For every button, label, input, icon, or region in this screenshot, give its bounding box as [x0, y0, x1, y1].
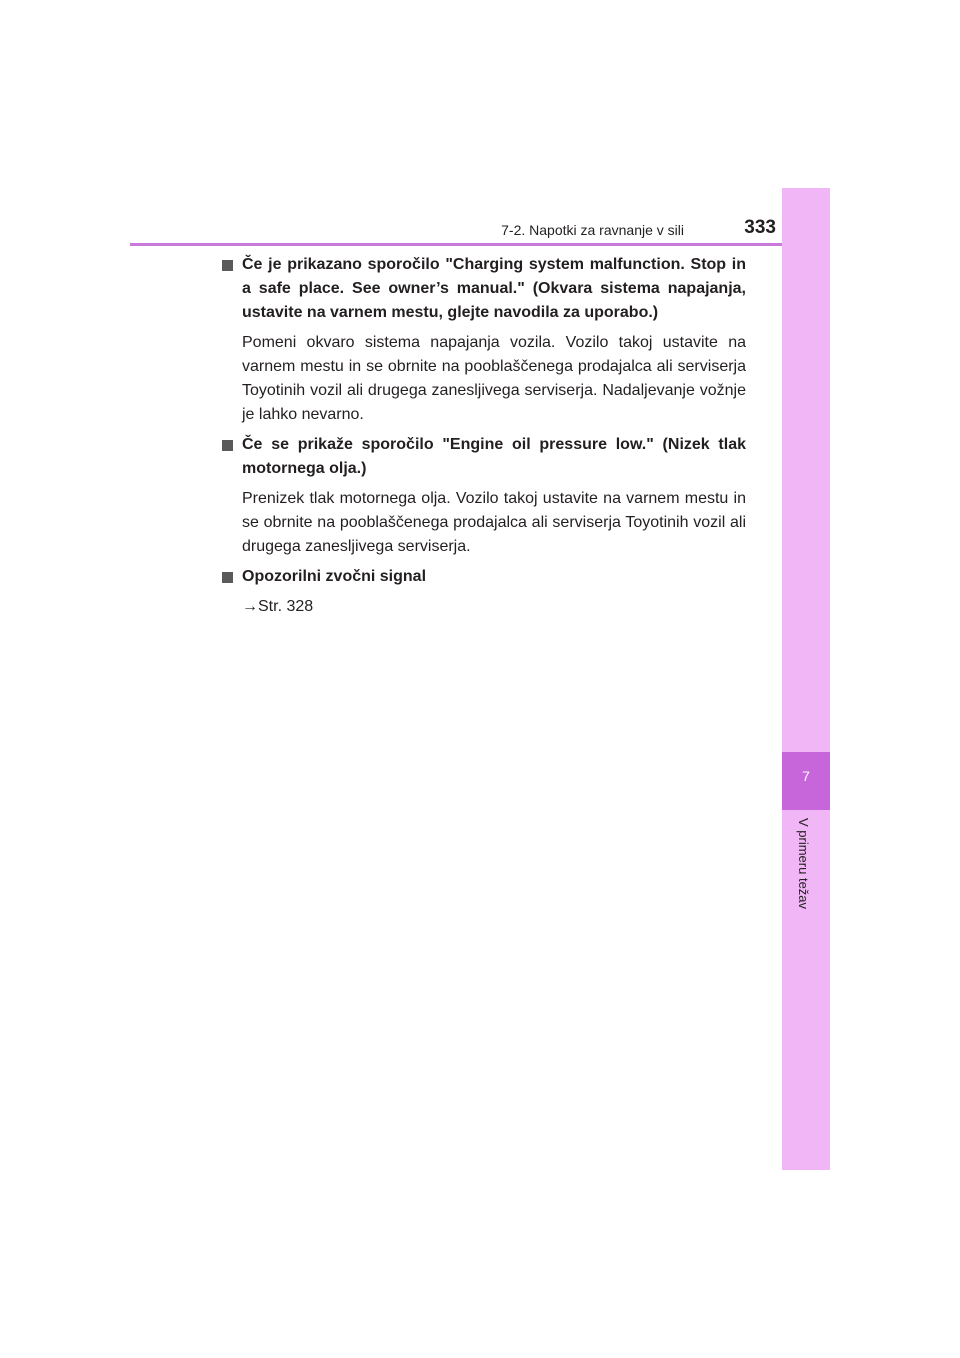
- page-reference[interactable]: [222, 595, 746, 619]
- list-item: [222, 565, 746, 619]
- header-rule: [130, 243, 830, 246]
- list-item: [222, 253, 746, 427]
- page-reference-text: Str. 328: [258, 598, 314, 615]
- chapter-number: 7: [802, 768, 810, 784]
- section-title: 7-2. Napotki za ravnanje v sili: [501, 222, 684, 238]
- item-heading-text: Če se prikaže sporočilo "Engine oil pressure low." (Nizek tlak motornega olja.): [242, 436, 746, 477]
- item-heading: [222, 253, 746, 325]
- item-heading: [222, 433, 746, 481]
- item-body: Prenizek tlak motornega olja. Vozilo takoj ustavite na varnem mestu in se obrnite na pooblaščenega prodajalca ali serviserja Toyotinih vozil ali drugega zanesljivega serviserja.: [242, 490, 746, 555]
- square-bullet-icon: [222, 440, 233, 451]
- page-number: 333: [744, 217, 776, 238]
- page-content: [222, 253, 746, 625]
- square-bullet-icon: [222, 572, 233, 583]
- item-heading-text: Če je prikazano sporočilo "Charging system malfunction. Stop in a safe place. See owner’s manual." (Okvara sistema napajanja, ustavite na varnem mestu, glejte navodila za uporabo.): [242, 256, 746, 321]
- item-body: Pomeni okvaro sistema napajanja vozila. Vozilo takoj ustavite na varnem mestu in se obrnite na pooblaščenega prodajalca ali serviserja Toyotinih vozil ali drugega zanesljivega serviserja. Nadaljevanje vožnje je lahko nevarno.: [242, 334, 746, 423]
- arrow-right-icon: →: [242, 598, 258, 615]
- item-heading: [222, 565, 746, 589]
- square-bullet-icon: [222, 260, 233, 271]
- item-heading-text: Opozorilni zvočni signal: [242, 568, 427, 585]
- list-item: [222, 433, 746, 559]
- chapter-side-tab: [782, 188, 830, 1170]
- chapter-title: V primeru težav: [796, 818, 811, 910]
